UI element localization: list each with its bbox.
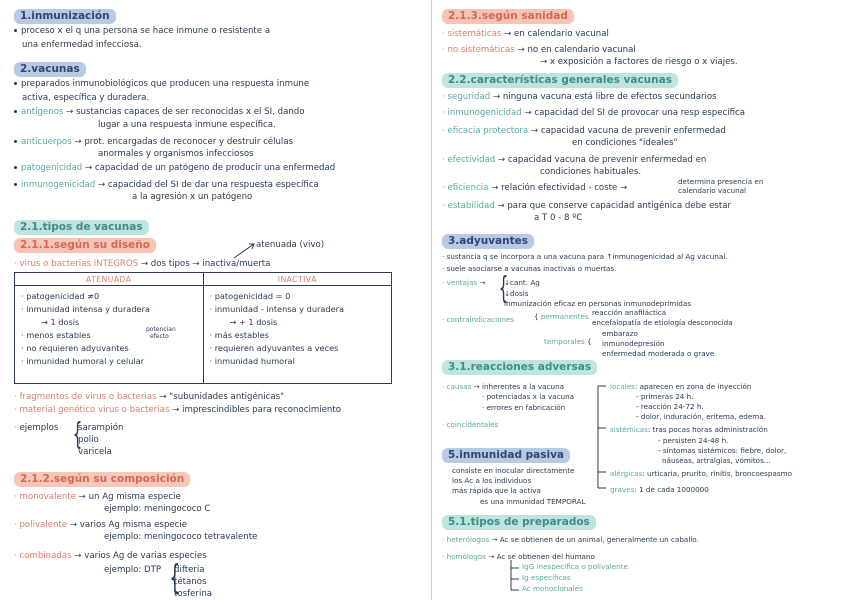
local-item: - reacción 24-72 h. bbox=[636, 402, 704, 411]
table-row: · requieren adyuvantes a veces bbox=[209, 343, 339, 353]
carac-efectividad: · efectividad → capacidad vacuna de prevenir enfermedad en bbox=[442, 155, 707, 165]
vacunas-intro-1: preparados inmunobiológicos que producen una respuesta inmune bbox=[14, 79, 309, 89]
combinadas-item: tétanos bbox=[174, 577, 207, 587]
causa-item: · errores en fabricación bbox=[482, 403, 566, 412]
polivalente-line: · polivalente → varios Ag misma especie bbox=[14, 520, 188, 530]
heading-vacunas: 2.vacunas bbox=[14, 62, 86, 77]
homologo-item: Ig específicas bbox=[522, 573, 571, 582]
col-atenuada-header: ATENUADA bbox=[15, 273, 204, 286]
local-item: - dolor, induración, eritema, edema. bbox=[636, 412, 766, 421]
permanente-item: encefalopatía de etiología desconocida bbox=[592, 318, 733, 327]
carac-eficacia: · eficacia protectora → capacidad vacuna de prevenir enfermedad bbox=[442, 126, 726, 136]
locales-line: locales: aparecen en zona de inyección bbox=[610, 382, 752, 391]
causa-item: · potenciadas x la vacuna bbox=[482, 392, 575, 401]
no-sistematicas-line: · no sistemáticas → no en calendario vacunal bbox=[442, 45, 636, 55]
combinadas-ejemplo: ejemplo: DTP bbox=[104, 565, 162, 575]
atenuada-vivo: atenuada (vivo) bbox=[256, 240, 325, 250]
table-row: · no requieren adyuvantes bbox=[21, 343, 129, 353]
heading-segun-diseno: 2.1.1.según su diseño bbox=[14, 238, 156, 253]
carac-inmunogenicidad: · inmunogenicidad → capacidad del SI de provocar una resp específica bbox=[442, 108, 746, 118]
antigenos-term: antígenos → sustancias capaces de ser reconocidas x el SI, dando bbox=[14, 107, 305, 117]
causas-label: · causas → inherentes a la vacuna bbox=[442, 382, 565, 391]
sistematicas-line: · sistemáticas → en calendario vacunal bbox=[442, 29, 609, 39]
homologos-line: · homólogos → Ac se obtienen del humano bbox=[442, 552, 595, 561]
carac-estabilidad: · estabilidad → para que conserve capacidad antigénica debe estar bbox=[442, 201, 731, 211]
sistemica-item: - persisten 24-48 h. bbox=[658, 436, 729, 445]
heading-inmunidad-pasiva: 5.inmunidad pasiva bbox=[442, 448, 570, 463]
carac-estabilidad-2: a T 0 - 8 ºC bbox=[534, 213, 583, 223]
contraindicaciones-label: · contraindicaciones bbox=[442, 315, 515, 324]
homologo-item: IgG inespecífica o polivalente bbox=[522, 562, 628, 571]
pasiva-temporal: es una inmunidad TEMPORAL bbox=[480, 497, 586, 506]
vacunas-intro-2: activa, específica y duradera. bbox=[22, 93, 150, 103]
temporal-item: enfermedad moderada o grave bbox=[602, 349, 715, 358]
heading-tipos-vacunas: 2.1.tipos de vacunas bbox=[14, 220, 149, 235]
eficiencia-extra-2: calendario vacunal bbox=[678, 186, 747, 195]
anticuerpos-term: anticuerpos → prot. encargadas de reconocer y destruir células bbox=[14, 137, 293, 147]
temporales-label: temporales { bbox=[544, 337, 592, 346]
ventajas-label: · ventajas → bbox=[442, 278, 486, 287]
pasiva-line: consiste en inocular directamente bbox=[452, 466, 575, 475]
heterologos-line: · heterólogos → Ac se obtienen de un animal, generalmente un caballo. bbox=[442, 535, 699, 544]
heading-tipos-preparados: 5.1.tipos de preparados bbox=[442, 515, 596, 530]
combinadas-line: · combinadas → varios Ag de varias especies bbox=[14, 551, 207, 561]
heading-adyuvantes: 3.adyuvantes bbox=[442, 234, 534, 249]
adyuvantes-line-1: · sustancia q se incorpora a una vacuna para ↑inmunogenicidad al Ag vacunal. bbox=[442, 252, 728, 261]
col-inactiva-header: INACTIVA bbox=[203, 273, 392, 286]
table-row: · inmunidad humoral y celular bbox=[21, 356, 145, 366]
ventaja-item: inmunización eficaz en personas inmunodeprimidas bbox=[504, 299, 691, 308]
adyuvantes-line-2: · suele asociarse a vacunas inactivas o muertas. bbox=[442, 264, 617, 273]
pasiva-line: los Ac a los individuos bbox=[452, 476, 532, 485]
monovalente-line: · monovalente → un Ag misma especie bbox=[14, 492, 181, 502]
antigenos-def-2: lugar a una respuesta inmune específica. bbox=[98, 120, 276, 130]
table-row: · inmunidad intensa y duradera bbox=[21, 304, 150, 314]
heading-reacciones: 3.1.reacciones adversas bbox=[442, 360, 597, 375]
local-item: - primeras 24 h. bbox=[636, 392, 694, 401]
inmunogenicidad-term: inmunogenicidad → capacidad del SI de dar una respuesta específica bbox=[14, 180, 319, 190]
anticuerpos-def-2: anormales y organismos infecciosos bbox=[98, 149, 254, 159]
heading-inmunizacion: 1.inmunización bbox=[14, 9, 116, 24]
patogenicidad-term: patogenicidad → capacidad de un patógeno de producir una enfermedad bbox=[14, 163, 335, 173]
brace-icon: { bbox=[72, 417, 83, 452]
temporal-item: inmunodepresión bbox=[602, 339, 665, 348]
ejemplo-item: varicela bbox=[78, 447, 112, 457]
inmunogenicidad-def-2: a la agresión x un patógeno bbox=[132, 192, 253, 202]
heading-segun-sanidad: 2.1.3.según sanidad bbox=[442, 9, 574, 24]
table-row: · más estables bbox=[209, 330, 269, 340]
table-row: · inmunidad humoral bbox=[209, 356, 295, 366]
graves-line: graves: 1 de cada 1000000 bbox=[610, 485, 709, 494]
eficiencia-extra-1: determina presencia en bbox=[678, 177, 764, 186]
alergicas-line: alérgicas: urticaria, prurito, rinitis, broncoespasmo bbox=[610, 469, 793, 478]
col-atenuada-cell bbox=[15, 286, 204, 384]
combinadas-item: difteria bbox=[174, 565, 205, 575]
table-row: · patogenicidad = 0 bbox=[209, 291, 291, 301]
carac-eficiencia: · eficiencia → relación efectividad - coste → bbox=[442, 183, 628, 193]
ejemplo-item: polio bbox=[78, 435, 99, 445]
inmunizacion-line-2: una enfermedad infecciosa. bbox=[22, 40, 142, 50]
coincidentales-label: · coincidentales bbox=[442, 420, 499, 429]
virus-bacterias-line: · virus o bacterias INTEGROS → dos tipos → inactiva/muerta bbox=[14, 259, 271, 269]
material-line: · material genético virus o bacterias → imprescindibles para reconocimiento bbox=[14, 405, 341, 415]
potencian-note-1: potencian bbox=[146, 326, 176, 333]
arrow-up-icon bbox=[232, 240, 258, 260]
ejemplo-item: sarampión bbox=[78, 423, 124, 433]
column-divider bbox=[431, 0, 432, 600]
carac-eficacia-2: en condiciones "ideales" bbox=[572, 138, 678, 148]
table-row: → 1 dosis bbox=[41, 317, 80, 327]
ejemplos-label: · ejemplos bbox=[14, 423, 59, 433]
sistemica-item: náuseas, artralgias, vómitos... bbox=[662, 456, 771, 465]
table-row: · patogenicidad ≠0 bbox=[21, 291, 100, 301]
inmunizacion-line-1: proceso x el q una persona se hace inmune o resistente a bbox=[14, 26, 270, 36]
table-row: · menos estables bbox=[21, 330, 91, 340]
homologo-item: Ac monoclonales bbox=[522, 584, 583, 593]
comparison-table bbox=[14, 272, 392, 384]
col-inactiva-cell bbox=[203, 286, 392, 384]
table-row: · inmunidad - intensa y duradera bbox=[209, 304, 345, 314]
table-row: → + 1 dosis bbox=[229, 317, 278, 327]
ventaja-item: ↓dosis bbox=[504, 289, 529, 298]
potencian-note-2: efecto bbox=[150, 333, 169, 340]
monovalente-ejemplo: ejemplo: meningococo C bbox=[104, 504, 211, 514]
combinadas-item: tosferina bbox=[174, 589, 213, 599]
bracket-line-icon bbox=[508, 560, 522, 596]
brace-icon: { bbox=[169, 558, 181, 598]
permanentes-label: { permanentes bbox=[534, 312, 589, 321]
fragmentos-line: · fragmentos de virus o bacterias → "subunidades antigénicas" bbox=[14, 392, 285, 402]
brace-icon: { bbox=[498, 271, 509, 306]
ventaja-item: ↓cant. Ag bbox=[504, 278, 540, 287]
carac-efectividad-2: condiciones habituales. bbox=[540, 167, 642, 177]
permanente-item: reacción anafiláctica bbox=[592, 308, 667, 317]
heading-segun-composicion: 2.1.2.según su composición bbox=[14, 472, 190, 487]
sistemica-item: - síntomas sistémicos: fiebre, dolor, bbox=[658, 446, 787, 455]
bracket-line-icon bbox=[594, 380, 610, 492]
heading-caracteristicas: 2.2.características generales vacunas bbox=[442, 73, 678, 88]
no-sistematicas-2: → x exposición a factores de riesgo o x viajes. bbox=[540, 57, 738, 67]
sistemicas-line: sistémicas: tras pocas horas administración bbox=[610, 425, 768, 434]
temporal-item: embarazo bbox=[602, 329, 638, 338]
carac-seguridad: · seguridad → ninguna vacuna está libre de efectos secundarios bbox=[442, 92, 717, 102]
polivalente-ejemplo: ejemplo: meningococo tetravalente bbox=[104, 532, 258, 542]
pasiva-line: más rápida que la activa bbox=[452, 486, 541, 495]
